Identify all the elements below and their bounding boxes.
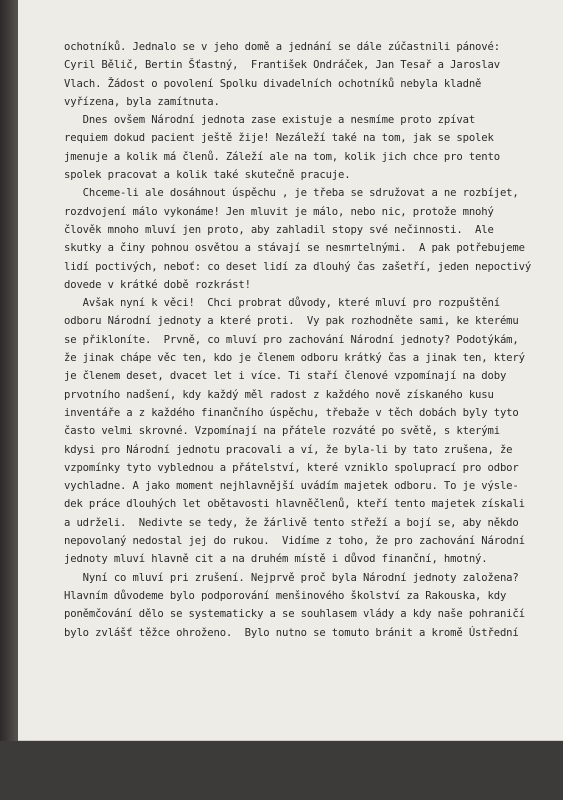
text-line: dek práce dlouhých let obětavosti hlavněčlenů, kteří tento majetek získali bbox=[64, 498, 525, 511]
text-line: a udrželi. Nedivte se tedy, že žárlivě tento střeží a bojí se, aby někdo bbox=[64, 516, 519, 529]
text-line: skutky a činy pohnou osvětou a stávají se nesmrtelnými. A pak potřebujeme bbox=[64, 242, 525, 255]
text-line: vychladne. A jako moment nejhlavnější uvádím majetek odboru. To je výsle- bbox=[64, 480, 519, 493]
text-line: nepovolaný nedostal jej do rukou. Vidíme z toho, že pro zachování Národní bbox=[64, 535, 525, 548]
text-line: je členem deset, dvacet let i více. Ti staří členové vzpomínají na doby bbox=[64, 370, 507, 383]
text-line: dovede v krátké době rozkrást! bbox=[64, 278, 251, 291]
text-line: se přikloníte. Prvně, co mluví pro zachování Národní jednoty? Podotýkám, bbox=[64, 333, 519, 346]
text-line: Chceme-li ale dosáhnout úspěchu , je třeba se sdružovat a ne rozbíjet, bbox=[64, 187, 519, 200]
text-line: ochotníků. Jednalo se v jeho domě a jednání se dále zúčastnili pánové: bbox=[64, 41, 500, 53]
text-line: Avšak nyní k věci! Chci probrat důvody, které mluví pro rozpuštění bbox=[64, 297, 500, 310]
background-surface bbox=[0, 741, 563, 800]
text-line: Nyní co mluví pri zrušení. Nejprvě proč byla Národní jednoty založena? bbox=[64, 571, 519, 584]
text-line: Hlavním důvodeme bylo podporování menšinového školství za Rakouska, kdy bbox=[64, 589, 507, 602]
text-line: inventáře a z každého finančního úspěchu, třebaže v těch dobách byly tyto bbox=[64, 406, 519, 419]
typewritten-text bbox=[64, 38, 534, 642]
text-line: rozdvojení málo vykonáme! Jen mluvit je málo, nebo nic, protože mnohý bbox=[64, 205, 494, 218]
text-line: jednoty mluví hlavně cit a na druhém místě i důvod finanční, hmotný. bbox=[64, 553, 488, 566]
text-line: jmenuje a kolik má členů. Záleží ale na tom, kolik jich chce pro tento bbox=[64, 150, 500, 163]
text-line: bylo zvlášť těžce ohroženo. Bylo nutno se tomuto bránit a kromě Ústřední bbox=[64, 626, 519, 639]
text-line: prvotního nadšení, kdy každý měl radost z každého nově získaného kusu bbox=[64, 388, 494, 401]
text-line: poněmčování dělo se systematicky a se souhlasem vlády a kdy naše pohraničí bbox=[64, 608, 525, 621]
text-line: že jinak chápe věc ten, kdo je členem odboru krátký čas a jinak ten, který bbox=[64, 352, 525, 365]
text-line: Vlach. Žádost o povolení Spolku divadelních ochotníků nebyla kladně bbox=[64, 77, 482, 90]
text-line: Cyril Bělič, Bertin Šťastný, František Ondráček, Jan Tesař a Jaroslav bbox=[64, 59, 500, 72]
text-line: člověk mnoho mluví jen proto, aby zahladil stopy své nečinnosti. Ale bbox=[64, 223, 494, 236]
text-line: vzpomínky tyto vyblednou a přátelství, které vzniklo spoluprací pro odbor bbox=[64, 461, 519, 474]
binder-edge bbox=[0, 0, 18, 800]
text-line: často velmi skrovné. Vzpomínají na přátele rozváté po světě, s kterými bbox=[64, 425, 500, 438]
text-line: kdysi pro Národní jednotu pracovali a ví, že byla-li by tato zrušena, že bbox=[64, 443, 513, 456]
text-line: spolek pracovat a kolik také skutečně pracuje. bbox=[64, 169, 351, 182]
text-line: odboru Národní jednoty a které proti. Vy pak rozhodněte sami, ke kterému bbox=[64, 315, 519, 328]
text-line: vyřízena, byla zamítnuta. bbox=[64, 95, 220, 108]
text-line: Dnes ovšem Národní jednota zase existuje a nesmíme proto zpívat bbox=[64, 114, 476, 127]
document-page bbox=[18, 0, 563, 740]
text-line: requiem dokud pacient ještě žije! Nezáleží také na tom, jak se spolek bbox=[64, 132, 494, 145]
text-line: lidí poctivých, neboť: co deset lidí za dlouhý čas zašetří, jeden nepoctivý bbox=[64, 260, 532, 273]
